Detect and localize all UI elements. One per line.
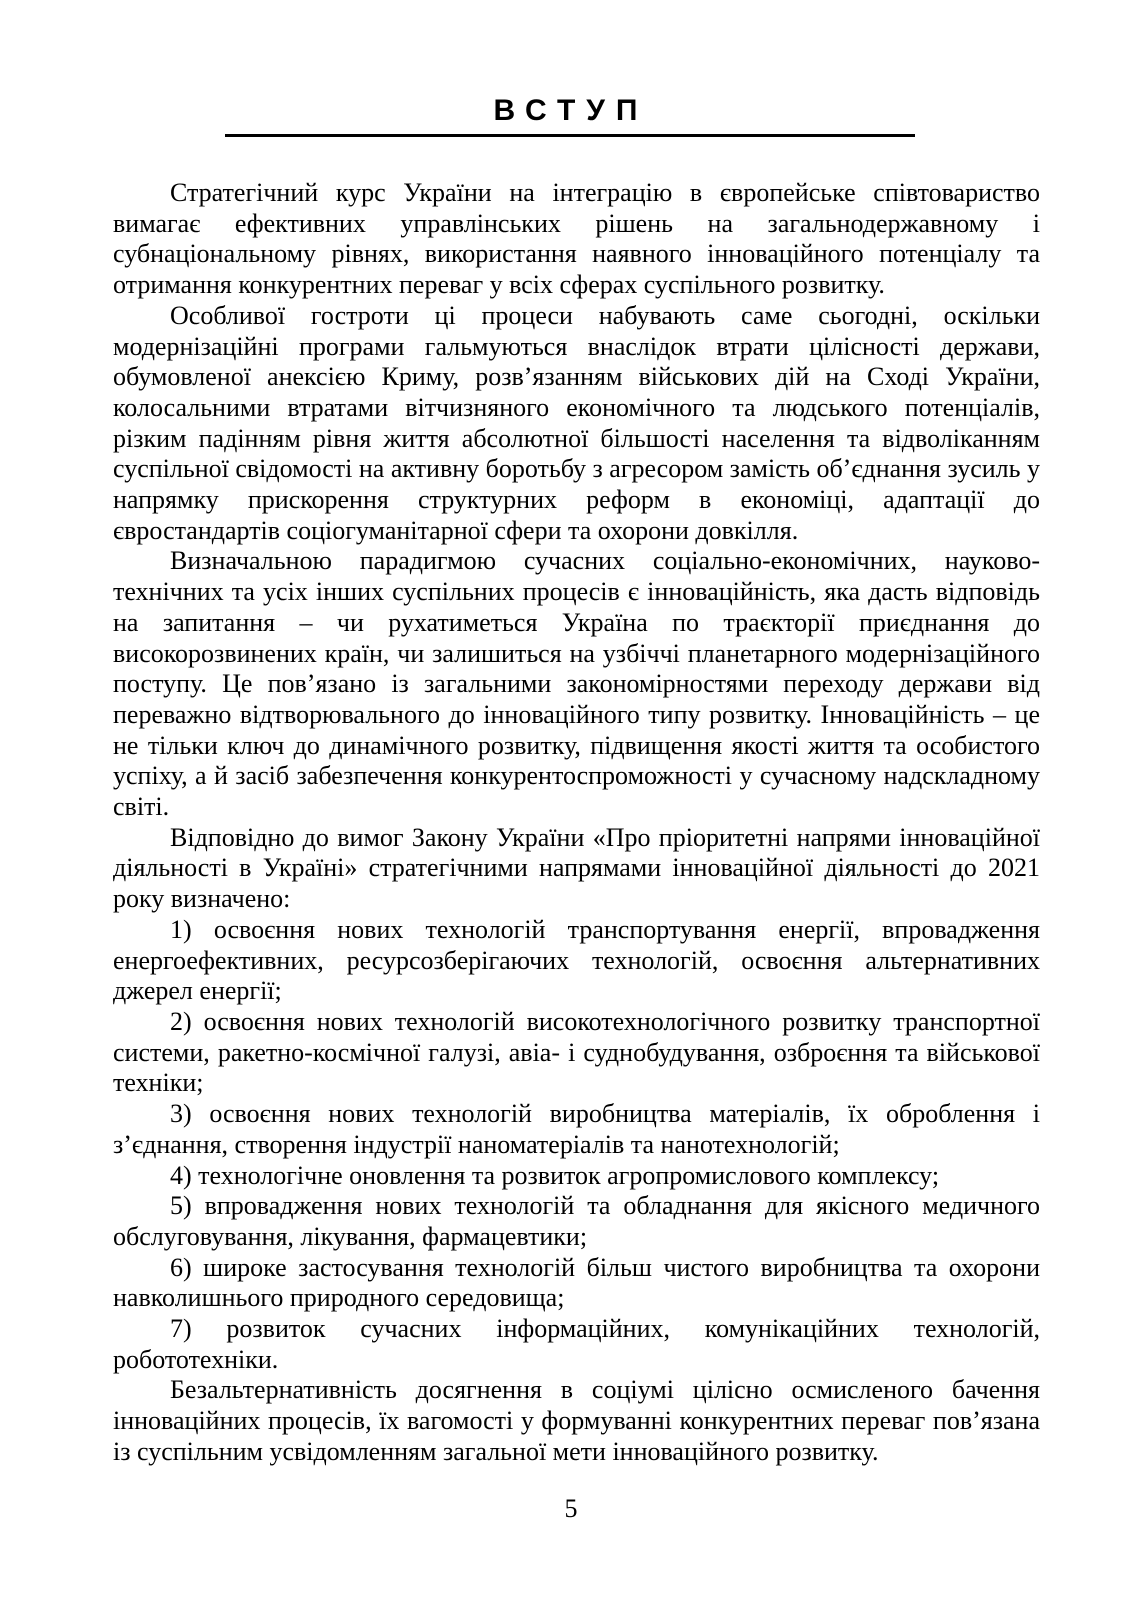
- list-item-2: 2) освоєння нових технологій високотехнологічного розвитку транспортної системи, ракетно-космічної галузі, авіа- і суднобудування, озброєння та військової техніки;: [113, 1006, 1040, 1098]
- list-item-5: 5) впровадження нових технологій та обладнання для якісного медичного обслуговування, лікування, фармацевтики;: [113, 1191, 1040, 1251]
- paragraph-intro-1: Стратегічний курс України на інтеграцію в європейське співтовариство вимагає ефективних управлінських рішень на загальнодержавному і субнаціональному рівнях, використання наявного інноваційного потенціалу та отримання конкурентних переваг у всіх сферах суспільного розвитку.: [113, 178, 1040, 300]
- page-number: 5: [564, 1494, 578, 1523]
- list-item-1: 1) освоєння нових технологій транспортування енергії, впровадження енергоефективних, ресурсозберігаючих технологій, освоєння альтернативних джерел енергії;: [113, 914, 1040, 1006]
- list-item-4: 4) технологічне оновлення та розвиток агропромислового комплексу;: [170, 1160, 940, 1190]
- paragraph-closing: Безальтернативність досягнення в соціумі цілісно осмисленого бачення інноваційних процесів, їх вагомості у формуванні конкурентних переваг пов’язана із суспільним усвідомленням загальної мети інноваційного розвитку.: [113, 1375, 1040, 1466]
- list-item-6: 6) широке застосування технологій більш чистого виробництва та охорони навколишнього природного середовища;: [113, 1252, 1040, 1313]
- document-body: [113, 178, 1040, 1468]
- list-item-7: 7) розвиток сучасних інформаційних, комунікаційних технологій, робототехніки.: [113, 1314, 1040, 1374]
- list-item-3: 3) освоєння нових технологій виробництва матеріалів, їх оброблення і з’єднання, створення індустрії наноматеріалів та нанотехнологій;: [113, 1099, 1040, 1159]
- paragraph-law-lead: Відповідно до вимог Закону України «Про пріоритетні напрями інноваційної діяльності в Україні» стратегічними напрямами інноваційної діяльності до 2021 року визначено:: [113, 822, 1040, 914]
- heading-underline: [225, 134, 915, 137]
- page-title: ВСТУП: [493, 94, 649, 127]
- paragraph-intro-2: Особливої гостроти ці процеси набувають саме сьогодні, оскільки модернізаційні програми гальмуються внаслідок втрати цілісності держави, обумовленої анексією Криму, розв’язанням військових дій на Сході України, колосальними втратами вітчизняного економічного та людського потенціалів, різким падінням рівня життя абсолютної більшості населення та відволіканням суспільної свідомості на активну боротьбу з агресором замість об’єднання зусиль у напрямку прискорення структурних реформ в економіці, адаптації до євростандартів соціогуманітарної сфери та охорони довкілля.: [113, 300, 1040, 545]
- paragraph-intro-3: Визначальною парадигмою сучасних соціально-економічних, науково-технічних та усіх інших суспільних процесів є інноваційність, яка дасть відповідь на запитання – чи рухатиметься Україна по траєкторії приєднання до високорозвинених країн, чи залишиться на узбіччі планетарного модернізаційного поступу. Це пов’язано із загальними закономірностями переходу держави від переважно відтворювального до інноваційного типу розвитку. Інноваційність – це не тільки ключ до динамічного розвитку, підвищення якості життя та особистого успіху, а й засіб забезпечення конкурентоспроможності у сучасному надскладному світі.: [113, 546, 1040, 822]
